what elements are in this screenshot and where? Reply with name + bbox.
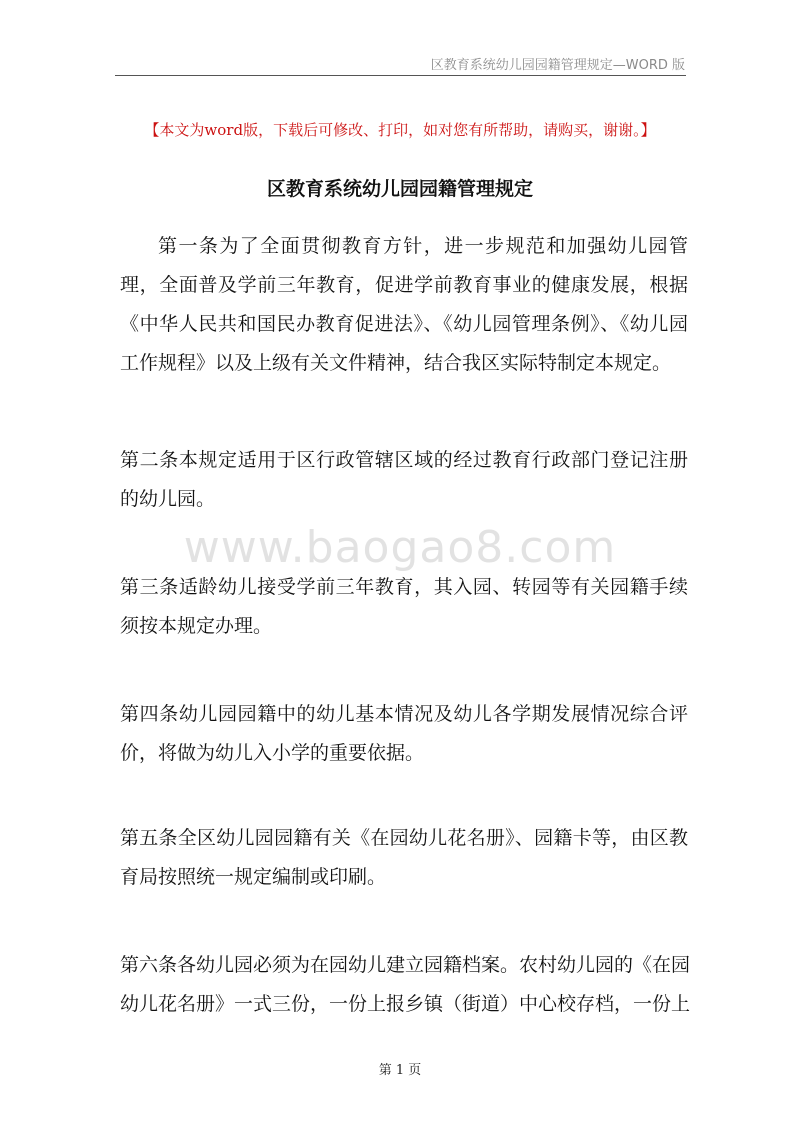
header-divider: [115, 75, 686, 76]
article-6-paragraph: 第六条各幼儿园必须为在园幼儿建立园籍档案。农村幼儿园的《在园幼儿花名册》一式三份，一份上报乡镇（街道）中心校存档，一份上: [120, 954, 691, 1015]
article-3-paragraph: 第三条适龄幼儿接受学前三年教育，其入园、转园等有关园籍手续须按本规定办理。: [120, 576, 688, 637]
watermark: www.baogao8.com: [183, 522, 617, 573]
article-1-paragraph: 第一条为了全面贯彻教育方针，进一步规范和加强幼儿园管理，全面普及学前三年教育，促进学前教育事业的健康发展，根据《中华人民共和国民办教育促进法》、《幼儿园管理条例》、《幼儿园工作规程》以及上级有关文件精神，结合我区实际特制定本规定。: [120, 235, 688, 374]
article-2-paragraph: 第二条本规定适用于区行政管辖区域的经过教育行政部门登记注册的幼儿园。: [120, 449, 688, 510]
document-title: 区教育系统幼儿园园籍管理规定: [266, 178, 533, 200]
article-5-paragraph: 第五条全区幼儿园园籍有关《在园幼儿花名册》、园籍卡等，由区教育局按照统一规定编制或印刷。: [120, 827, 688, 888]
article-4-paragraph: 第四条幼儿园园籍中的幼儿基本情况及幼儿各学期发展情况综合评价，将做为幼儿入小学的重要依据。: [120, 703, 688, 764]
running-header: 区教育系统幼儿园园籍管理规定—WORD 版: [430, 58, 685, 73]
purchase-notice: 【本文为word版，下载后可修改、打印，如对您有所帮助，请购买，谢谢。】: [144, 121, 656, 139]
page-number: 第 1 页: [378, 1063, 422, 1078]
